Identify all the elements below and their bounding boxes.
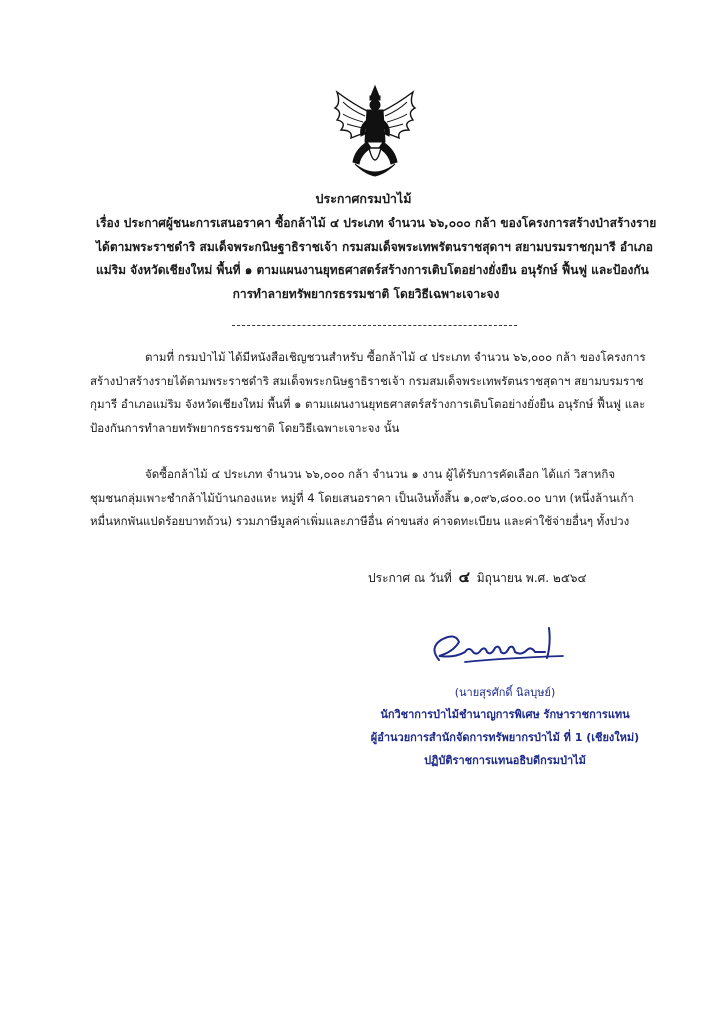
date-rest: มิถุนายน พ.ศ. ๒๕๖๔	[476, 571, 587, 585]
garuda-emblem-icon	[325, 82, 425, 182]
paragraph-line: ป้องกันการทำลายทรัพยากรธรรมชาติ โดยวิธีเฉพาะเจาะจง นั้น	[90, 420, 400, 435]
paragraph-line: หมื่นหกพันแปดร้อยบาทถ้วน) รวมภาษีมูลค่าเพิ่มและภาษีอื่น ค่าขนส่ง ค่าจดทะเบียน และค่าใช้จ่ายอื่นๆ ทั้งปวง	[90, 514, 630, 528]
announcement-date	[368, 565, 587, 589]
date-day: ๔	[458, 568, 470, 586]
announcement-heading: ประกาศกรมป่าไม้	[315, 191, 412, 206]
signer-position: ปฏิบัติราชการแทนอธิบดีกรมป่าไม้	[424, 754, 586, 767]
paragraph-1	[90, 346, 650, 440]
subject-line: เรื่อง ประกาศผู้ชนะการเสนอราคา ซื้อกล้าไม้ ๔ ประเภท จำนวน ๖๖,๐๐๐ กล้า ของโครงการสร้างป่าสร้างราย	[96, 216, 657, 230]
subject-block	[96, 212, 657, 306]
separator-line	[232, 325, 517, 326]
signer-position: นักวิชาการป่าไม้ชำนาญการพิเศษ รักษาราชการแทน	[380, 708, 630, 721]
paragraph-line: ตามที่ กรมป่าไม้ ได้มีหนังสือเชิญชวนสำหรับ ซื้อกล้าไม้ ๔ ประเภท จำนวน ๖๖,๐๐๐ กล้า ของโครงการ	[145, 350, 646, 364]
paragraph-line: ชุมชนกลุ่มเพาะชำกล้าไม้บ้านกองแหะ หมู่ที่ 4 โดยเสนอราคา เป็นเงินทั้งสิ้น ๑,๐๙๖,๘๐๐.๐๐ บาท (หนึ่งล้านเก้า	[90, 490, 634, 505]
paragraph-line: กุมารี อำเภอแม่ริม จังหวัดเชียงใหม่ พื้นที่ ๑ ตามแผนงานยุทธศาสตร์สร้างการเติบโตอย่างยั่งยืน อนุรักษ์ ฟื้นฟู และ	[90, 397, 646, 411]
subject-line: การทำลายทรัพยากรธรรมชาติ โดยวิธีเฉพาะเจาะจง	[232, 286, 500, 301]
signer-position: ผู้อำนวยการสำนักจัดการทรัพยากรป่าไม้ ที่ 1 (เชียงใหม่)	[370, 731, 640, 744]
paragraph-line: สร้างป่าสร้างรายได้ตามพระราชดำริ สมเด็จพระกนิษฐาธิราชเจ้า กรมสมเด็จพระเทพรัตนราชสุดาฯ สยามบรมราช	[90, 373, 644, 388]
subject-line: แม่ริม จังหวัดเชียงใหม่ พื้นที่ ๑ ตามแผนงานยุทธศาสตร์สร้างการเติบโตอย่างยั่งยืน อนุรักษ์ ฟื้นฟู และป้องกัน	[96, 263, 649, 277]
subject-line: ได้ตามพระราชดำริ สมเด็จพระกนิษฐาธิราชเจ้า กรมสมเด็จพระเทพรัตนราชสุดาฯ สยามบรมราชกุมารี อำเภอ	[96, 239, 654, 254]
signer-name: (นายสุรศักดิ์ นิลบุษย์)	[454, 686, 556, 699]
paragraph-line: จัดซื้อกล้าไม้ ๔ ประเภท จำนวน ๖๖,๐๐๐ กล้า จำนวน ๑ งาน ผู้ได้รับการคัดเลือก ได้แก่ วิสาหกิจ	[145, 467, 616, 481]
handwritten-signature	[425, 618, 575, 673]
date-prefix: ประกาศ ณ วันที่	[368, 571, 452, 585]
paragraph-2	[90, 463, 650, 534]
